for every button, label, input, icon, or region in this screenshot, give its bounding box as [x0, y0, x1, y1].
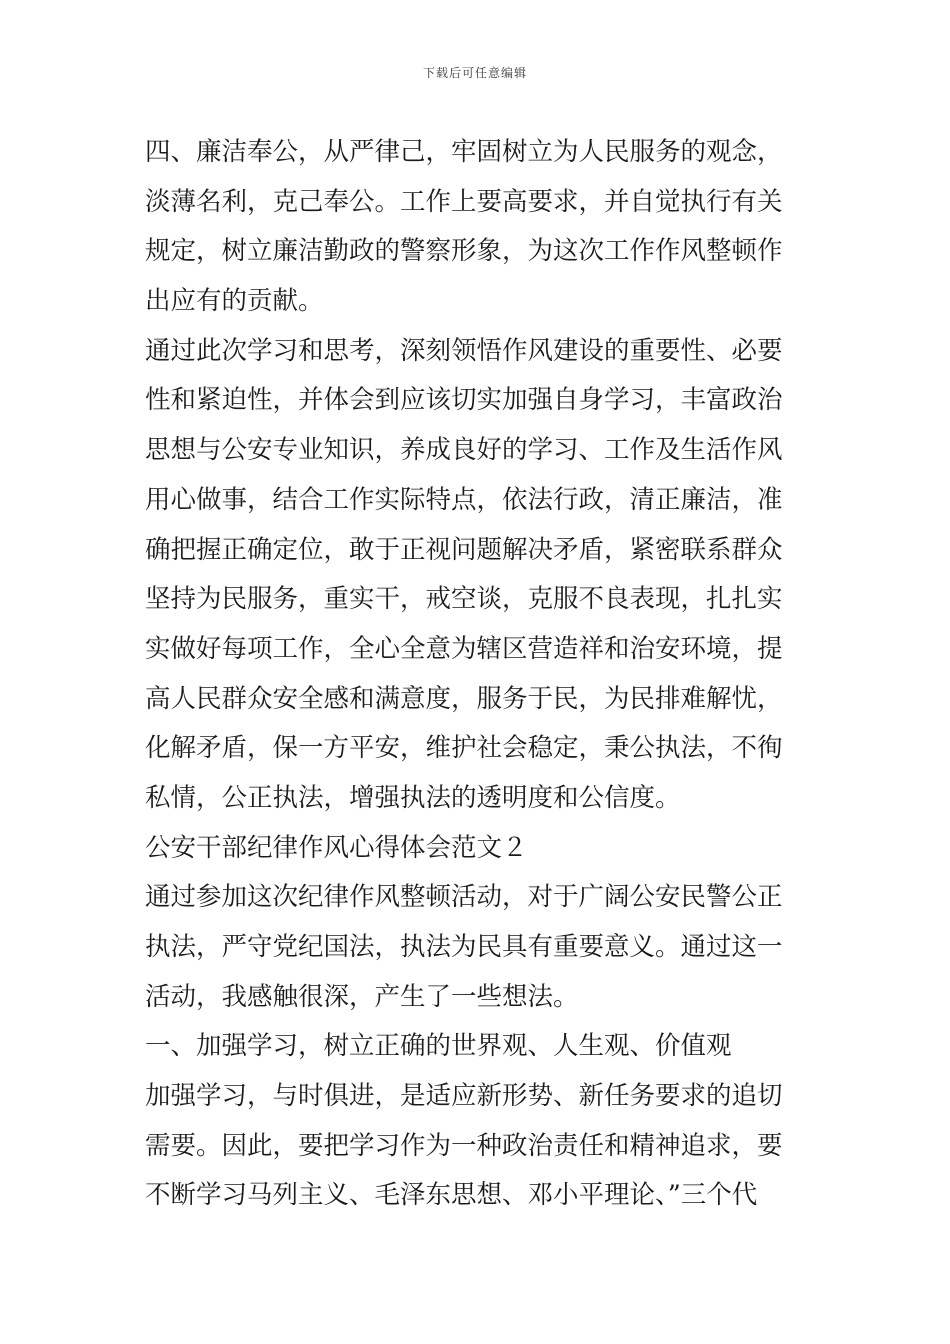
text-line: 实做好每项工作，全心全意为辖区营造祥和治安环境，提	[145, 633, 783, 664]
text-line: 用心做事，结合工作实际特点，依法行政，清正廉洁，准	[145, 484, 783, 515]
text-line: 执法，严守党纪国法，执法为民具有重要意义。通过这一	[145, 932, 783, 962]
text-line: 四、廉洁奉公，从严律己，牢固树立为人民服务的观念，	[145, 137, 783, 167]
text-line: 活动，我感触很深，产生了一些想法。	[145, 981, 579, 1012]
text-line: 通过此次学习和思考，深刻领悟作风建设的重要性、必要	[145, 335, 783, 366]
text-line: 高人民群众安全感和满意度，服务于民，为民排难解忧，	[145, 683, 783, 714]
text-line: 淡薄名利，克己奉公。工作上要高要求，并自觉执行有关	[145, 186, 783, 217]
subsection-heading: 一、加强学习，树立正确的世界观、人生观、价值观	[145, 1031, 732, 1062]
section-heading: 公安干部纪律作风心得体会范文２	[145, 832, 528, 863]
text-line: 私情，公正执法，增强执法的透明度和公信度。	[145, 782, 681, 813]
page-header-note: 下载后可任意编辑	[422, 66, 527, 80]
text-line: 性和紧迫性，并体会到应该切实加强自身学习，丰富政治	[145, 385, 783, 416]
text-line: 坚持为民服务，重实干，戒空谈，克服不良表现，扎扎实	[145, 584, 783, 615]
text-line: 化解矛盾，保一方平安，维护社会稳定，秉公执法，不徇	[145, 733, 783, 764]
text-line: 加强学习，与时俱进，是适应新形势、新任务要求的追切	[145, 1081, 783, 1112]
document-body	[145, 128, 815, 1221]
text-line: 思想与公安专业知识，养成良好的学习、工作及生活作风	[145, 435, 783, 466]
text-line: 需要。因此，要把学习作为一种政治责任和精神追求，要	[145, 1130, 783, 1161]
text-line: 规定，树立廉洁勤政的警察形象，为这次工作作风整顿作	[145, 236, 783, 267]
text-line: 不断学习马列主义、毛泽东思想、邓小平理论、”三个代	[145, 1180, 758, 1211]
text-line: 出应有的贡献。	[145, 286, 324, 317]
text-line: 确把握正确定位，敢于正视问题解决矛盾，紧密联系群众	[145, 534, 783, 565]
text-line: 通过参加这次纪律作风整顿活动，对于广阔公安民警公正	[145, 882, 783, 913]
